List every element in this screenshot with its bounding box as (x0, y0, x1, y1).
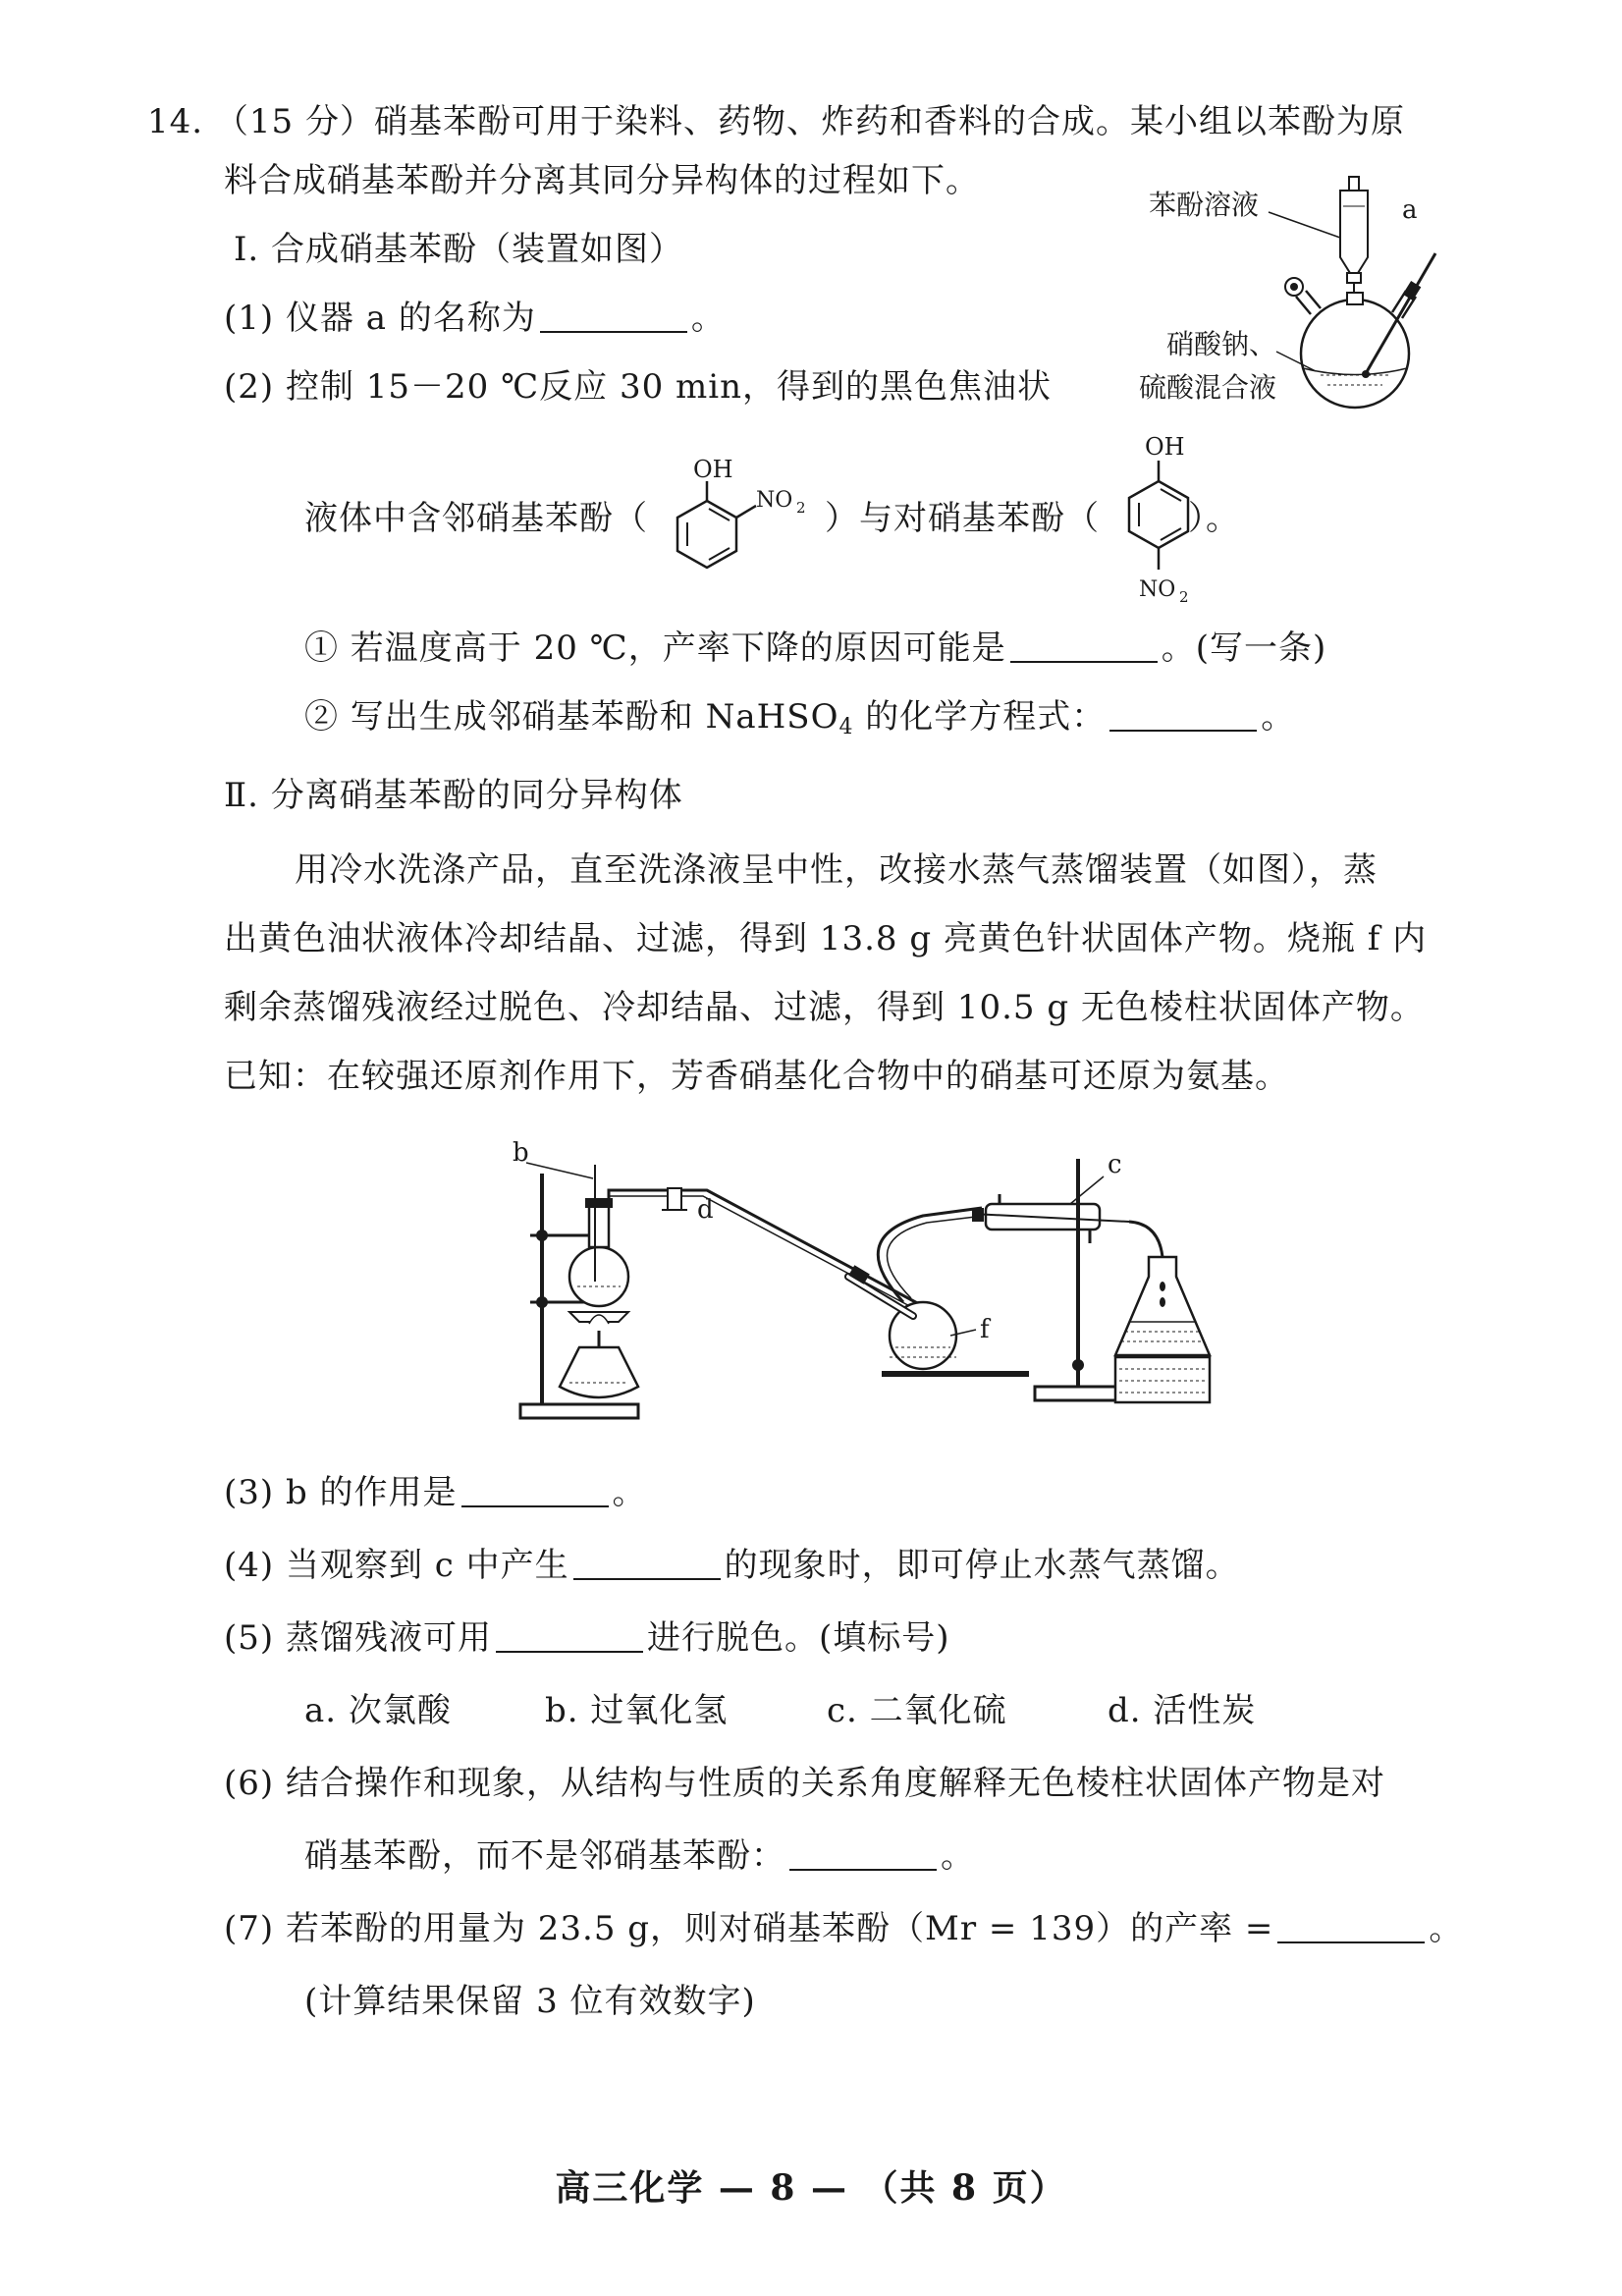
sub2-end: 。 (1261, 697, 1296, 737)
sub2-mid: 的化学方程式： (853, 697, 1107, 737)
q6-answer-blank[interactable] (789, 1835, 937, 1871)
q4-line (224, 1542, 1240, 1589)
q3-line (224, 1469, 647, 1516)
question-number: 14. (147, 102, 204, 141)
figure2-label-b: b (513, 1138, 529, 1168)
q6-line-1: (6) 结合操作和现象，从结构与性质的关系角度解释无色棱柱状固体产物是对 (224, 1764, 1385, 1803)
figure2-label-d: d (697, 1195, 714, 1225)
figure1-label-a: a (1402, 195, 1418, 225)
q5-option-c: c. 二氧化硫 (827, 1691, 1007, 1730)
q5-option-a: a. 次氯酸 (304, 1691, 452, 1730)
q3-end: 。 (612, 1473, 647, 1512)
part2-paragraph-3: 剩余蒸馏残液经过脱色、冷却结晶、过滤，得到 10.5 g 无色棱柱状固体产物。 (224, 988, 1425, 1027)
figure2-label-f: f (980, 1315, 990, 1344)
q2-line-2c: ）。 (1188, 499, 1240, 538)
question-intro-2: 料合成硝基苯酚并分离其同分异构体的过程如下。 (224, 161, 980, 200)
q3-answer-blank[interactable] (461, 1472, 609, 1507)
q5-answer-blank[interactable] (496, 1617, 643, 1653)
q1-text: (1) 仪器 a 的名称为 (224, 299, 536, 338)
figure1-label-mix-1: 硝酸钠、 (1166, 328, 1277, 360)
ortho-no2-subscript: 2 (796, 499, 806, 517)
part2-paragraph-2: 出黄色油状液体冷却结晶、过滤，得到 13.8 g 亮黄色针状固体产物。烧瓶 f 内 (224, 919, 1428, 958)
sub2-answer-blank[interactable] (1109, 696, 1257, 732)
q3-text: (3) b 的作用是 (224, 1473, 458, 1512)
q1-end: 。 (690, 299, 726, 338)
q5-text: (5) 蒸馏残液可用 (224, 1618, 492, 1658)
part2-paragraph-1: 用冷水洗涤产品，直至洗涤液呈中性，改接水蒸气蒸馏装置（如图），蒸 (295, 850, 1378, 890)
para-oh-label: OH (1145, 433, 1185, 461)
q4-answer-blank[interactable] (573, 1545, 721, 1580)
q7-line (224, 1905, 1463, 1952)
part2-paragraph-4: 已知：在较强还原剂作用下，芳香硝基化合物中的硝基可还原为氨基。 (224, 1057, 1289, 1096)
sub1-answer-blank[interactable] (1010, 628, 1158, 663)
q7-end: 。 (1429, 1909, 1464, 1948)
question-intro-1: 硝基苯酚可用于染料、药物、炸药和香料的合成。某小组以苯酚为原 (373, 102, 1405, 141)
q6-end: 。 (941, 1836, 975, 1876)
q7-text: (7) 若苯酚的用量为 23.5 g，则对硝基苯酚（Mr = 139）的产率 = (224, 1909, 1274, 1948)
q2-line-2a: 液体中含邻硝基苯酚（ (304, 499, 648, 538)
q5-option-b: b. 过氧化氢 (545, 1691, 729, 1730)
q2-line-1: (2) 控制 15－20 ℃反应 30 min，得到的黑色焦油状 (224, 367, 1053, 407)
q2-line-2b: ）与对硝基苯酚（ (825, 499, 1100, 538)
q1-line (224, 295, 726, 342)
part2-title: Ⅱ. 分离硝基苯酚的同分异构体 (224, 776, 683, 815)
sub2-line (304, 693, 1295, 751)
page-footer: 高三化学 — 8 — （共 8 页） (555, 2167, 1067, 2209)
para-no2-subscript: 2 (1179, 588, 1189, 606)
question-score: （15 分） (214, 102, 374, 141)
ortho-nitrophenol-structure (658, 452, 825, 589)
q5-option-d: d. 活性炭 (1108, 1691, 1257, 1730)
para-no2-label: NO (1139, 577, 1176, 602)
q6-line-2 (304, 1832, 975, 1880)
q1-answer-blank[interactable] (540, 298, 687, 333)
q4-text: (4) 当观察到 c 中产生 (224, 1546, 569, 1585)
q7-note: (计算结果保留 3 位有效数字) (304, 1982, 756, 2021)
q5-end: 进行脱色。(填标号) (646, 1618, 950, 1658)
q4-end: 的现象时，即可停止水蒸气蒸馏。 (724, 1546, 1240, 1585)
synthesis-apparatus-figure (1119, 167, 1512, 432)
ortho-no2-label: NO (756, 488, 793, 513)
para-nitrophenol-structure (1119, 427, 1208, 604)
sub2-subscript: 4 (838, 715, 854, 739)
figure1-label-mix-2: 硫酸混合液 (1139, 371, 1277, 404)
sub2-text: ② 写出生成邻硝基苯酚和 NaHSO (304, 697, 839, 737)
q6-text: 硝基苯酚，而不是邻硝基苯酚： (304, 1836, 785, 1876)
sub1-text: ① 若温度高于 20 ℃，产率下降的原因可能是 (304, 629, 1006, 668)
figure1-label-solution: 苯酚溶液 (1149, 189, 1260, 221)
sub1-line (304, 625, 1326, 672)
q5-line (224, 1614, 950, 1662)
part1-title: Ⅰ. 合成硝基苯酚（装置如图） (234, 230, 684, 269)
q7-answer-blank[interactable] (1277, 1908, 1425, 1943)
ortho-oh-label: OH (693, 456, 733, 483)
figure2-label-c: c (1108, 1150, 1122, 1179)
sub1-end: 。(写一条) (1161, 629, 1327, 668)
steam-distillation-figure (511, 1129, 1286, 1424)
question-header (147, 98, 1405, 145)
